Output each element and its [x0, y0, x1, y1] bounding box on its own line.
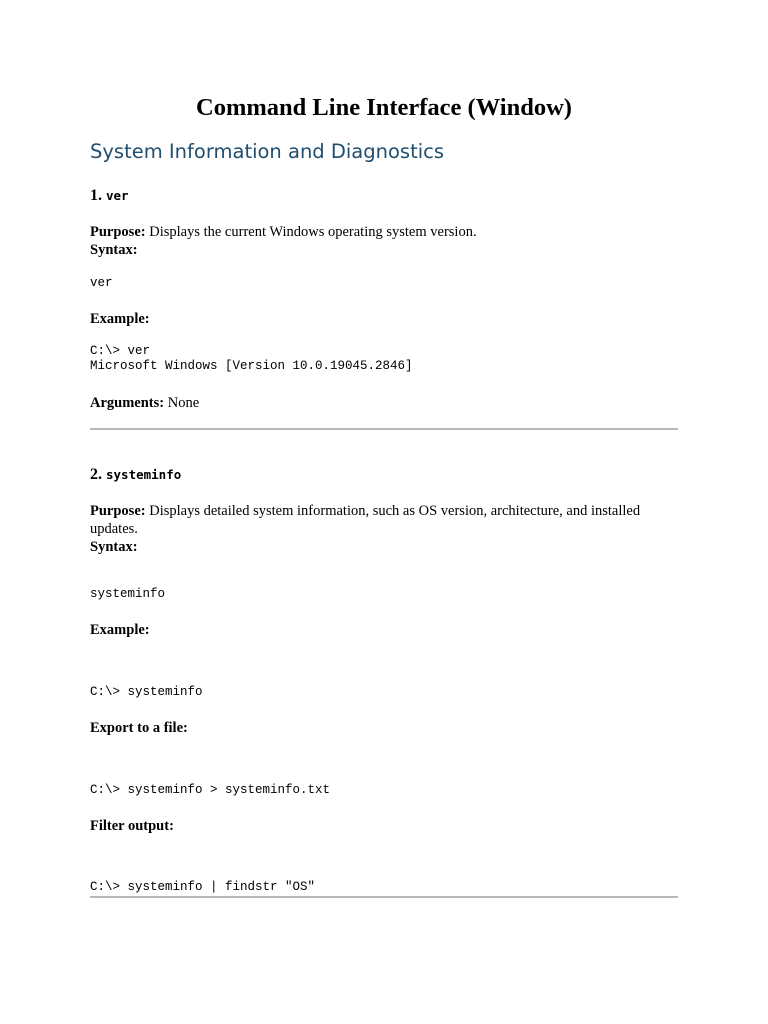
divider	[90, 428, 678, 430]
command-number: 2.	[90, 466, 102, 483]
command-name: ver	[106, 188, 129, 203]
page-title: Command Line Interface (Window)	[196, 94, 572, 121]
purpose-label: Purpose:	[90, 224, 146, 240]
command-heading-systeminfo	[90, 465, 181, 485]
arguments-text: None	[167, 395, 200, 411]
filter-code-line: C:\> systeminfo | findstr "OS"	[90, 880, 316, 894]
purpose-paragraph	[90, 223, 678, 241]
divider	[90, 896, 678, 898]
example-label: Example:	[90, 311, 150, 327]
purpose-text: Displays detailed system information, such as OS version, architecture, and installed updates.	[90, 503, 641, 537]
arguments-line	[90, 394, 199, 412]
arguments-label: Arguments:	[90, 395, 165, 411]
example-label-line	[90, 621, 150, 639]
export-label: Export to a file:	[90, 720, 188, 736]
syntax-code: systeminfo	[90, 587, 166, 601]
example-label: Example:	[90, 622, 150, 638]
syntax-label-line	[90, 241, 138, 259]
example-output-line: Microsoft Windows [Version 10.0.19045.2846]	[90, 359, 413, 373]
purpose-text: Displays the current Windows operating system version.	[149, 224, 477, 240]
export-code-line: C:\> systeminfo > systeminfo.txt	[90, 783, 331, 797]
command-number: 1.	[90, 187, 102, 204]
syntax-code: ver	[90, 276, 113, 290]
syntax-label-line	[90, 538, 138, 556]
syntax-label: Syntax:	[90, 242, 138, 258]
example-label-line	[90, 310, 150, 328]
filter-label-line	[90, 817, 174, 835]
syntax-label: Syntax:	[90, 539, 138, 555]
purpose-paragraph	[90, 502, 678, 538]
example-code-line: C:\> ver	[90, 344, 151, 358]
export-label-line	[90, 719, 188, 737]
section-heading: System Information and Diagnostics	[90, 140, 445, 163]
filter-label: Filter output:	[90, 818, 174, 834]
command-name: systeminfo	[106, 467, 182, 482]
example-code-line: C:\> systeminfo	[90, 685, 203, 699]
command-heading-ver	[90, 186, 129, 206]
purpose-label: Purpose:	[90, 503, 146, 519]
